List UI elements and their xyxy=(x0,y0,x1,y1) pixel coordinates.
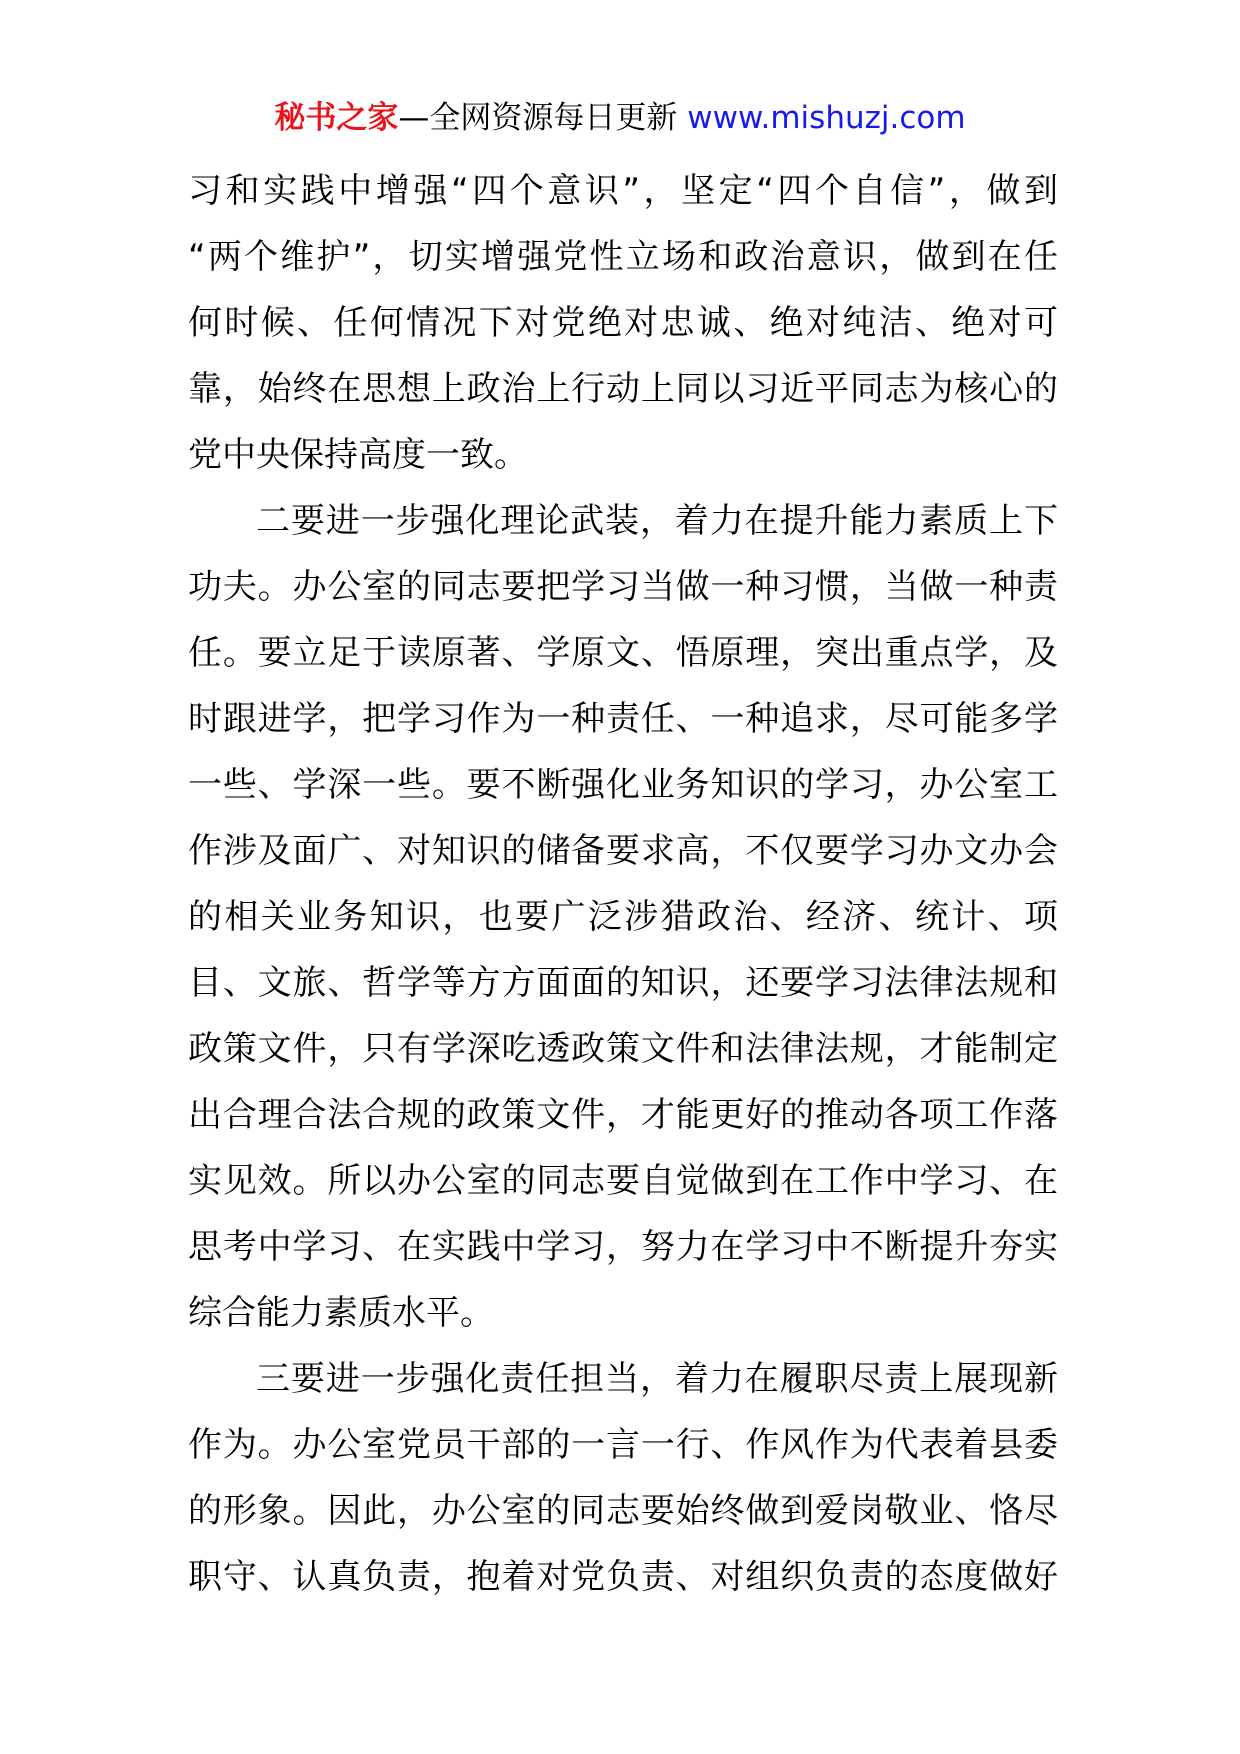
text-line: 何时候、任何情况下对党绝对忠诚、绝对纯洁、绝对可 xyxy=(188,303,1058,343)
text-line: 出合理合法合规的政策文件，才能更好的推动各项工作落 xyxy=(188,1095,1058,1135)
text-line: 任。要立足于读原著、学原文、悟原理，突出重点学，及 xyxy=(188,633,1058,673)
header-tagline: —全网资源每日更新 xyxy=(398,100,678,136)
text-line: 作为。办公室党员干部的一言一行、作风作为代表着县委 xyxy=(188,1425,1058,1465)
text-line: 党中央保持高度一致。 xyxy=(188,435,528,475)
paragraph-heading-line: 二要进一步强化理论武装，着力在提升能力素质上下 xyxy=(256,501,1058,541)
paragraph-heading-line: 三要进一步强化责任担当，着力在履职尽责上展现新 xyxy=(256,1359,1058,1399)
site-url-link[interactable]: www.mishuzj.com xyxy=(687,100,966,136)
site-header xyxy=(0,98,1240,138)
text-line: 目、文旅、哲学等方方面面的知识，还要学习法律法规和 xyxy=(188,963,1058,1003)
text-line: 综合能力素质水平。 xyxy=(188,1293,494,1333)
document-body xyxy=(188,158,1058,1610)
text-line: “两个维护”，切实增强党性立场和政治意识，做到在任 xyxy=(188,237,1058,277)
text-line: 一些、学深一些。要不断强化业务知识的学习，办公室工 xyxy=(188,765,1058,805)
text-line: 功夫。办公室的同志要把学习当做一种习惯，当做一种责 xyxy=(188,567,1058,607)
text-line: 思考中学习、在实践中学习，努力在学习中不断提升夯实 xyxy=(188,1227,1058,1267)
text-line: 靠，始终在思想上政治上行动上同以习近平同志为核心的 xyxy=(188,369,1058,409)
text-line: 作涉及面广、对知识的储备要求高，不仅要学习办文办会 xyxy=(188,831,1058,871)
brand-name: 秘书之家 xyxy=(274,100,399,136)
text-line: 的形象。因此，办公室的同志要始终做到爱岗敬业、恪尽 xyxy=(188,1491,1058,1531)
text-line: 时跟进学，把学习作为一种责任、一种追求，尽可能多学 xyxy=(188,699,1058,739)
text-line: 实见效。所以办公室的同志要自觉做到在工作中学习、在 xyxy=(188,1161,1058,1201)
text-line: 的相关业务知识，也要广泛涉猎政治、经济、统计、项 xyxy=(188,897,1058,937)
text-line: 政策文件，只有学深吃透政策文件和法律法规，才能制定 xyxy=(188,1029,1058,1069)
text-line: 习和实践中增强“四个意识”，坚定“四个自信”，做到 xyxy=(188,171,1058,211)
text-line: 职守、认真负责，抱着对党负责、对组织负责的态度做好 xyxy=(188,1557,1058,1597)
